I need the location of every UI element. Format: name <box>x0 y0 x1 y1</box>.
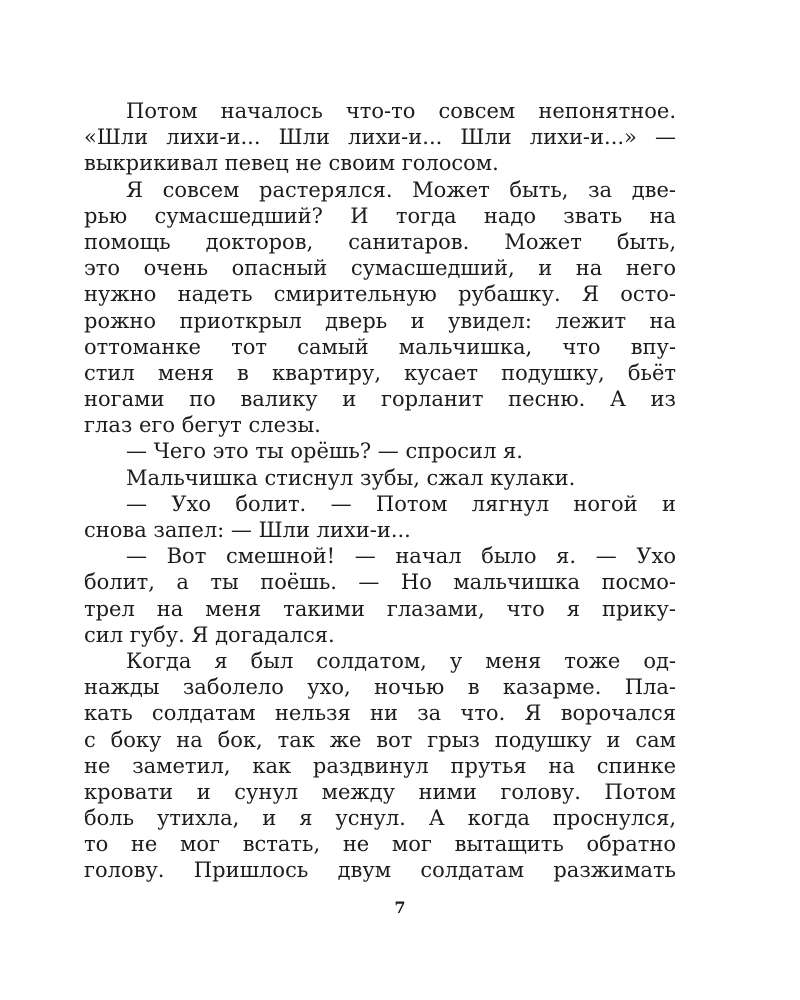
text-line: — Вот смешной! — начал было я. — Ухо <box>126 544 676 569</box>
text-line: голову. Пришлось двум солдатам разжимать <box>84 858 676 883</box>
text-line: «Шли лихи-и... Шли лихи-и... Шли лихи-и...» — <box>84 125 676 150</box>
text-line: это очень опасный сумасшедший, и на него <box>84 256 676 281</box>
text-line: Когда я был солдатом, у меня тоже од- <box>126 648 676 673</box>
text-line: выкрикивал певец не своим голосом. <box>84 151 499 176</box>
text-line: нажды заболело ухо, ночью в казарме. Пла- <box>84 675 676 700</box>
text-line: боль утихла, и я уснул. А когда проснулся, <box>84 806 676 831</box>
text-line: стил меня в квартиру, кусает подушку, бьёт <box>84 360 676 385</box>
text-line: кать солдатам нельзя ни за что. Я ворочался <box>84 701 676 726</box>
text-line: болит, а ты поёшь. — Но мальчишка посмо- <box>84 570 676 595</box>
text-line: Я совсем растерялся. Может быть, за две- <box>126 177 676 202</box>
text-line: нужно надеть смирительную рубашку. Я осто- <box>84 282 676 307</box>
text-line: ногами по валику и горланит песню. А из <box>84 387 676 412</box>
text-line: — Чего это ты орёшь? — спросил я. <box>126 439 523 464</box>
text-line: рью сумасшедший? И тогда надо звать на <box>84 203 676 228</box>
body-text <box>84 98 676 884</box>
text-line: снова запел: — Шли лихи-и... <box>84 518 411 542</box>
text-line: помощь докторов, санитаров. Может быть, <box>84 229 676 254</box>
text-line: сил губу. Я догадался. <box>84 622 335 647</box>
text-line: Потом началось что-то совсем непонятное. <box>126 99 676 123</box>
text-line: не заметил, как раздвинул прутья на спинке <box>84 753 676 778</box>
text-line: рожно приоткрыл дверь и увидел: лежит на <box>84 308 676 333</box>
text-line: трел на меня такими глазами, что я прику- <box>84 596 676 621</box>
text-line: Мальчишка стиснул зубы, сжал кулаки. <box>126 465 576 490</box>
text-line: то не мог встать, не мог вытащить обратно <box>84 832 676 857</box>
text-line: с боку на бок, так же вот грыз подушку и сам <box>84 727 676 752</box>
text-line: — Ухо болит. — Потом лягнул ногой и <box>126 491 676 516</box>
text-line: кровати и сунул между ними голову. Потом <box>84 779 676 804</box>
text-line: глаз его бегут слезы. <box>84 413 321 438</box>
text-line: оттоманке тот самый мальчишка, что впу- <box>84 334 676 359</box>
page-number: 7 <box>394 898 406 917</box>
